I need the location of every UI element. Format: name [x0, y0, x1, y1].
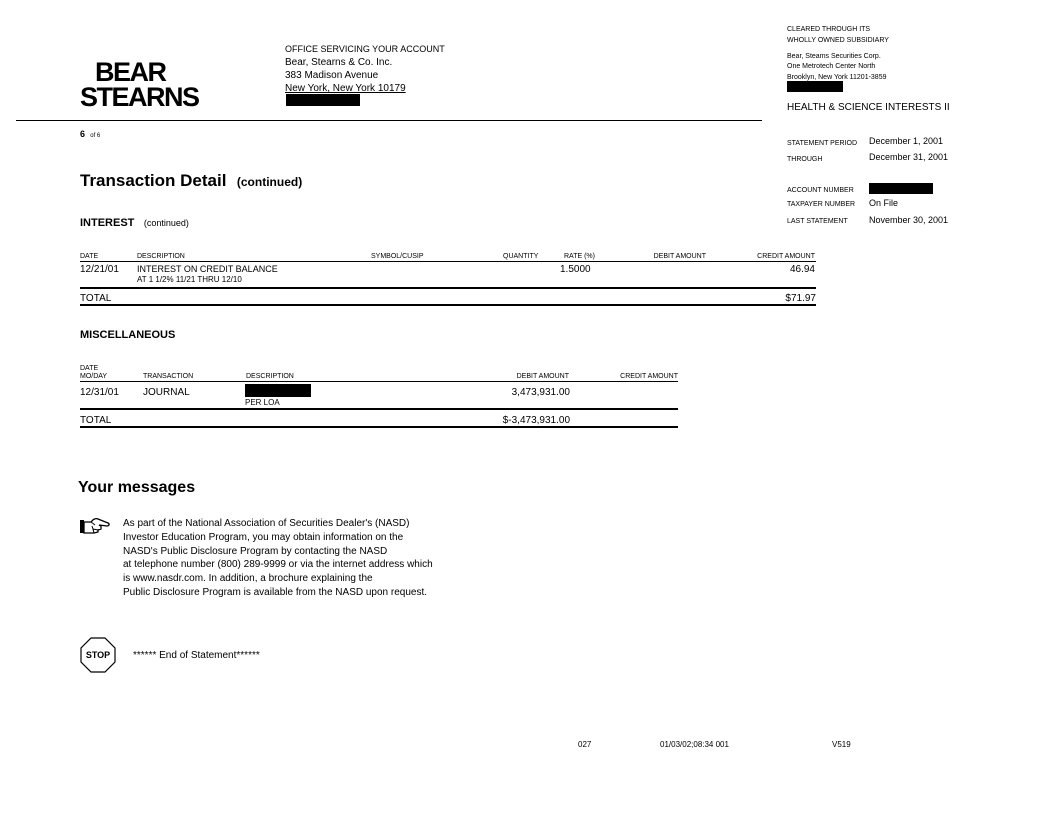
misc-col-moday: MO/DAY	[80, 373, 108, 380]
clearing-firm-city: Brooklyn, New York 11201-3859	[787, 74, 887, 81]
footer-timestamp: 01/03/02;08:34 001	[660, 740, 729, 749]
message-body	[123, 517, 433, 600]
misc-row-transaction: JOURNAL	[143, 387, 190, 398]
interest-row-desc-1: INTEREST ON CREDIT BALANCE	[137, 264, 278, 274]
interest-row-date: 12/21/01	[80, 264, 119, 275]
misc-row-desc-2: PER LOA	[245, 398, 280, 407]
misc-total-label: TOTAL	[80, 415, 112, 426]
misc-row-date: 12/31/01	[80, 387, 119, 398]
clearing-firm-name: Bear, Steams Securities Corp.	[787, 53, 881, 60]
last-statement-label: LAST STATEMENT	[787, 218, 848, 225]
account-number-label: ACCOUNT NUMBER	[787, 187, 854, 194]
interest-row-credit: 46.94	[789, 264, 815, 275]
redacted-misc-description	[245, 384, 311, 397]
misc-title: MISCELLANEOUS	[80, 329, 176, 341]
through-label: THROUGH	[787, 156, 823, 163]
interest-total-value: $71.97	[785, 293, 816, 304]
misc-total-rule-bottom	[80, 426, 678, 428]
misc-header-rule	[80, 381, 678, 382]
stop-sign-icon	[80, 637, 116, 673]
misc-total-rule-top	[80, 408, 678, 410]
misc-col-debit: DEBIT AMOUNT	[516, 373, 569, 380]
interest-total-rule-bottom	[80, 304, 816, 306]
redacted-office-line	[286, 94, 360, 106]
interest-title: INTEREST	[80, 217, 135, 229]
interest-total-rule-top	[80, 287, 816, 289]
misc-col-credit: CREDIT AMOUNT	[620, 373, 678, 380]
office-block	[285, 43, 445, 95]
message-line: As part of the National Association of Securities Dealer's (NASD)	[123, 518, 410, 529]
page-indicator	[80, 129, 100, 139]
pointing-hand-icon	[79, 516, 111, 541]
interest-header-rule	[80, 261, 816, 262]
account-holder-name: HEALTH & SCIENCE INTERESTS II	[787, 102, 950, 113]
interest-col-description: DESCRIPTION	[137, 253, 185, 260]
page-current: 6	[80, 129, 86, 139]
interest-col-quantity: QUANTITY	[503, 253, 539, 260]
misc-col-date: DATE	[80, 365, 99, 372]
office-city: New York, New York 10179	[285, 83, 406, 94]
section-suffix: (continued)	[236, 175, 303, 189]
statement-period-value: December 1, 2001	[869, 136, 944, 146]
page-total: of 6	[90, 133, 101, 139]
clearing-firm-street: One Metrotech Center North	[787, 63, 876, 70]
taxpayer-number-label: TAXPAYER NUMBER	[787, 201, 856, 208]
message-line: at telephone number (800) 289-9999 or via the internet address which	[123, 559, 433, 571]
section-title: Transaction Detail	[80, 171, 227, 190]
office-street: 383 Madison Avenue	[285, 70, 379, 81]
footer-code-1: 027	[578, 740, 592, 749]
interest-suffix: (continued)	[143, 218, 189, 228]
interest-heading	[80, 213, 189, 231]
messages-title: Your messages	[78, 479, 196, 496]
message-line: NASD's Public Disclosure Program by contacting the NASD	[123, 545, 388, 557]
interest-col-debit: DEBIT AMOUNT	[653, 253, 706, 260]
interest-col-date: DATE	[80, 253, 99, 260]
header-divider	[16, 120, 762, 121]
cleared-block	[787, 24, 1047, 83]
interest-col-symbol: SYMBOL/CUSIP	[371, 253, 424, 260]
through-value: December 31, 2001	[869, 152, 949, 162]
stop-sign-label: STOP	[85, 650, 111, 660]
office-name: Bear, Stearns & Co. Inc.	[285, 57, 393, 68]
footer-code-2: V519	[832, 740, 851, 749]
redacted-cleared-line	[787, 81, 843, 92]
cleared-line-2: WHOLLY OWNED SUBSIDIARY	[787, 37, 889, 44]
office-heading: OFFICE SERVICING YOUR ACCOUNT	[285, 44, 445, 54]
message-line: is www.nasdr.com. In addition, a brochure explaining the	[123, 573, 373, 585]
section-heading	[80, 171, 302, 191]
interest-row-desc-2: AT 1 1/2% 11/21 THRU 12/10	[137, 275, 242, 284]
taxpayer-number-value: On File	[869, 198, 899, 208]
message-line: Public Disclosure Program is available from the NASD upon request.	[123, 586, 428, 598]
interest-col-credit: CREDIT AMOUNT	[757, 253, 815, 260]
redacted-account-number	[869, 183, 933, 194]
misc-total-value: $-3,473,931.00	[502, 415, 570, 426]
logo-line-1: BEAR	[95, 57, 166, 87]
statement-period-label: STATEMENT PERIOD	[787, 140, 858, 147]
interest-col-rate: RATE (%)	[564, 253, 595, 260]
misc-col-description: DESCRIPTION	[246, 373, 294, 380]
misc-col-transaction: TRANSACTION	[143, 373, 194, 380]
message-line: Investor Education Program, you may obtain information on the	[123, 531, 404, 543]
last-statement-value: November 30, 2001	[869, 215, 949, 225]
misc-row-debit: 3,473,931.00	[511, 387, 570, 398]
interest-total-label: TOTAL	[80, 293, 112, 304]
logo-line-2: STEARNS	[80, 82, 199, 112]
bear-stearns-logo	[80, 57, 199, 112]
cleared-line-1: CLEARED THROUGH ITS	[787, 26, 871, 33]
end-of-statement: ****** End of Statement******	[133, 650, 260, 661]
interest-row-rate: 1.5000	[560, 264, 591, 275]
